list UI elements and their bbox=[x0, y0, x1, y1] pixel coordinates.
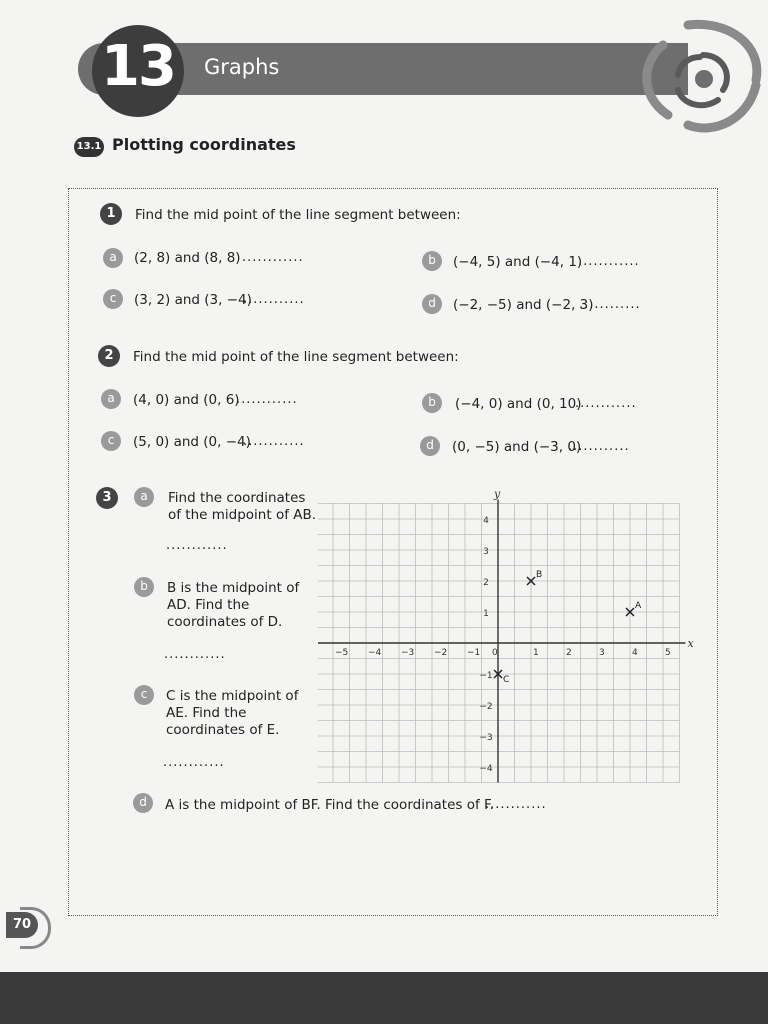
y-tick-label: −4 bbox=[479, 764, 493, 774]
q2a-answer[interactable]: ............ bbox=[236, 392, 298, 407]
q3c-letter: c bbox=[134, 685, 154, 705]
section-title: Plotting coordinates bbox=[112, 135, 296, 154]
question-2-prompt: Find the mid point of the line segment between: bbox=[133, 349, 459, 365]
y-tick-label: 2 bbox=[483, 578, 489, 588]
x-tick-label: −3 bbox=[401, 648, 415, 658]
x-tick-label: 4 bbox=[632, 648, 638, 658]
y-tick-label: 1 bbox=[483, 609, 489, 619]
q2c-text: (5, 0) and (0, −4) bbox=[133, 434, 251, 450]
q3d-letter: d bbox=[133, 793, 153, 813]
x-tick-label: 0 bbox=[492, 648, 498, 658]
x-tick-label: −5 bbox=[335, 648, 349, 658]
scan-background bbox=[0, 972, 768, 1024]
x-tick-label: 1 bbox=[533, 648, 539, 658]
q1c-answer[interactable]: ............ bbox=[243, 292, 305, 307]
q3b-answer[interactable]: ............ bbox=[164, 647, 226, 662]
y-axis-label: y bbox=[494, 488, 501, 501]
point-B-label: B bbox=[536, 570, 543, 580]
question-2-number: 2 bbox=[98, 345, 120, 367]
q2b-answer[interactable]: ............ bbox=[575, 396, 637, 411]
point-C-label: C bbox=[503, 675, 510, 685]
q1d-text: (−2, −5) and (−2, 3) bbox=[453, 297, 594, 313]
x-axis-label: x bbox=[687, 637, 694, 650]
q1b-text: (−4, 5) and (−4, 1) bbox=[453, 254, 583, 270]
swirl-decoration-icon bbox=[628, 15, 768, 140]
q1c-text: (3, 2) and (3, −4) bbox=[134, 292, 252, 308]
q1a-letter: a bbox=[103, 248, 123, 268]
q2d-letter: d bbox=[420, 436, 440, 456]
y-tick-label: 4 bbox=[483, 516, 489, 526]
y-tick-label: −2 bbox=[479, 702, 493, 712]
q3c-text: C is the midpoint of AE. Find the coordinates of E. bbox=[166, 688, 299, 738]
q3d-text: A is the midpoint of BF. Find the coordinates of F. bbox=[165, 797, 494, 813]
q3a-letter: a bbox=[134, 487, 154, 507]
q2c-answer[interactable]: ............ bbox=[243, 434, 305, 449]
q1a-answer[interactable]: ............ bbox=[242, 250, 304, 265]
point-A-label: A bbox=[635, 601, 642, 611]
x-tick-label: −4 bbox=[368, 648, 382, 658]
x-tick-label: −2 bbox=[434, 648, 448, 658]
x-tick-label: 3 bbox=[599, 648, 605, 658]
coordinate-grid bbox=[318, 488, 698, 784]
q3a-answer[interactable]: ............ bbox=[166, 538, 228, 553]
q2a-letter: a bbox=[101, 389, 121, 409]
q2b-letter: b bbox=[422, 393, 442, 413]
q2d-answer[interactable]: ............ bbox=[568, 439, 630, 454]
question-1-number: 1 bbox=[100, 203, 122, 225]
q2c-letter: c bbox=[101, 431, 121, 451]
q2d-text: (0, −5) and (−3, 0) bbox=[452, 439, 582, 455]
x-tick-label: 2 bbox=[566, 648, 572, 658]
q2a-text: (4, 0) and (0, 6) bbox=[133, 392, 240, 408]
q1b-answer[interactable]: ............ bbox=[578, 254, 640, 269]
q2b-text: (−4, 0) and (0, 10) bbox=[455, 396, 582, 412]
q1d-letter: d bbox=[422, 294, 442, 314]
q3b-letter: b bbox=[134, 577, 154, 597]
q3b-text: B is the midpoint of AD. Find the coordinates of D. bbox=[167, 580, 300, 630]
page-number: 70 bbox=[6, 912, 38, 938]
question-3-number: 3 bbox=[96, 487, 118, 509]
q3c-answer[interactable]: ............ bbox=[163, 755, 225, 770]
y-tick-label: −3 bbox=[479, 733, 493, 743]
section-badge: 13.1 bbox=[74, 137, 104, 157]
chapter-number: 13 bbox=[101, 34, 175, 99]
x-tick-label: −1 bbox=[467, 648, 481, 658]
q3d-answer[interactable]: ............ bbox=[485, 797, 547, 812]
y-tick-label: 3 bbox=[483, 547, 489, 557]
q1a-text: (2, 8) and (8, 8) bbox=[134, 250, 241, 266]
q1b-letter: b bbox=[422, 251, 442, 271]
q1c-letter: c bbox=[103, 289, 123, 309]
q3a-text: Find the coordinates of the midpoint of AB. bbox=[168, 490, 317, 523]
q1d-answer[interactable]: ............ bbox=[579, 297, 641, 312]
y-tick-label: −1 bbox=[479, 671, 493, 681]
chapter-title: Graphs bbox=[204, 55, 280, 79]
question-1-prompt: Find the mid point of the line segment between: bbox=[135, 207, 461, 223]
x-tick-label: 5 bbox=[665, 648, 671, 658]
